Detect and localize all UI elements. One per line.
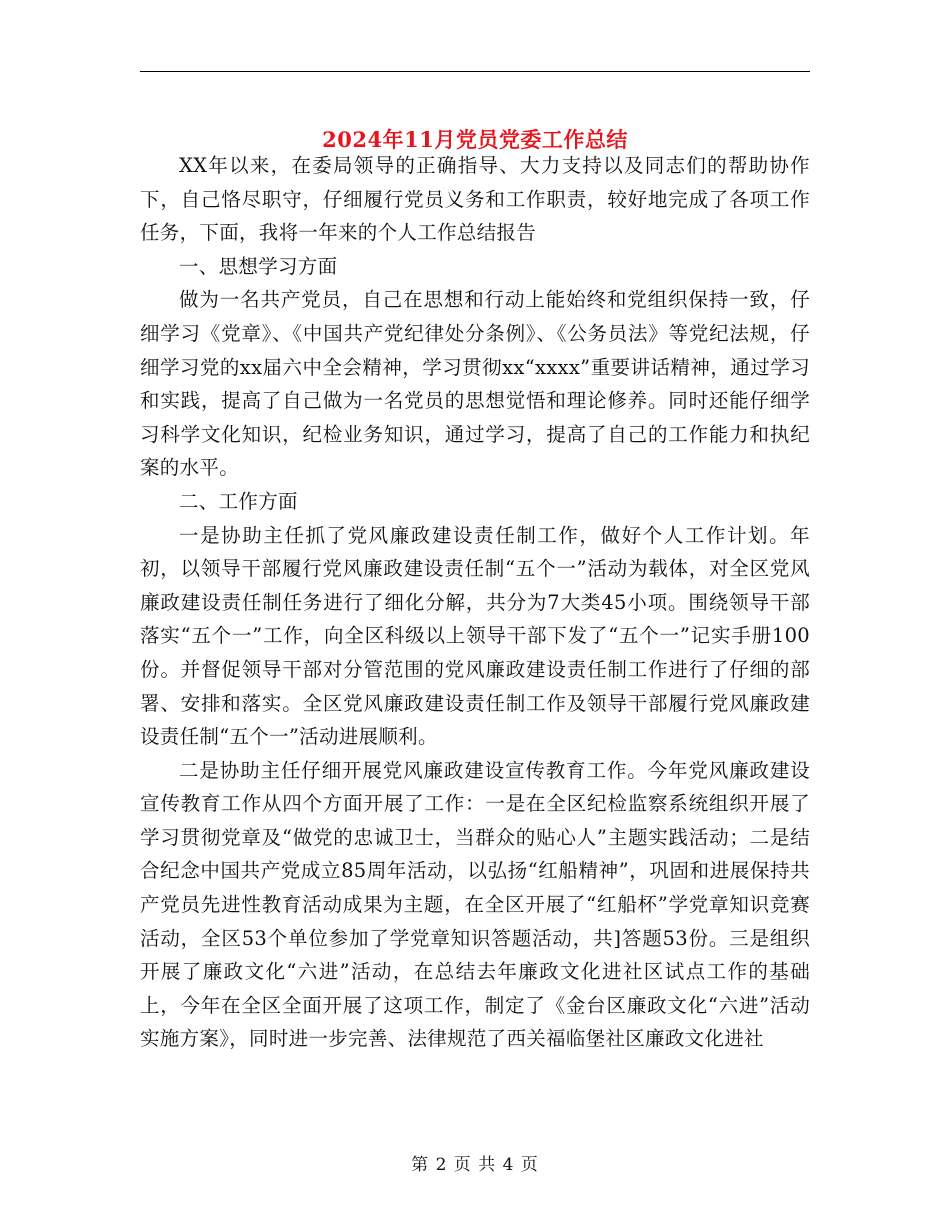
section-heading-work: 二、工作方面 <box>179 489 298 513</box>
work-paragraph-2: 二是协助主任仔细开展党风廉政建设宣传教育工作。今年党风廉政建设宣传教育工作从四个方面开展了工作：一是在全区纪检监察系统组织开展了学习贯彻党章及“做党的忠诚卫士，当群众的贴心人”主题实践活动；二是结合纪念中国共产党成立85周年活动，以弘扬“红船精神”，巩固和进展保持共产党员先进性教育活动成果为主题，在全区开展了“红船杯”学党章知识竞赛活动，全区53个单位参加了学党章知识答题活动，共]答题53份。三是组织开展了廉政文化“六进”活动，在总结去年廉政文化进社区试点工作的基础上，今年在全区全面开展了这项工作，制定了《金台区廉政文化“六进”活动实施方案》，同时进一步完善、法律规范了西关福临堡社区廉政文化进社 <box>140 758 810 1051</box>
study-paragraph: 做为一名共产党员，自己在思想和行动上能始终和党组织保持一致，仔细学习《党章》、《中国共产党纪律处分条例》、《公务员法》等党纪法规，仔细学习党的xx届六中全会精神，学习贯彻xx“xxxx”重要讲话精神，通过学习和实践，提高了自己做为一名党员的思想觉悟和理论修养。同时还能仔细学习科学文化知识，纪检业务知识，通过学习，提高了自己的工作能力和执纪案的水平。 <box>140 288 810 480</box>
document-title: 2024年11月党员党委工作总结 <box>322 127 628 153</box>
section-heading-study: 一、思想学习方面 <box>179 254 338 278</box>
header-rule <box>140 71 810 72</box>
work-paragraph-1: 一是协助主任抓了党风廉政建设责任制工作，做好个人工作计划。年初，以领导干部履行党风廉政建设责任制“五个一”活动为载体，对全区党风廉政建设责任制任务进行了细化分解，共分为7大类45小项。围绕领导干部落实“五个一”工作，向全区科级以上领导干部下发了“五个一”记实手册100份。并督促领导干部对分管范围的党风廉政建设责任制工作进行了仔细的部署、安排和落实。全区党风廉政建设责任制工作及领导干部履行党风廉政建设责任制“五个一”活动进展顺利。 <box>140 523 810 749</box>
intro-paragraph: XX年以来，在委局领导的正确指导、大力支持以及同志们的帮助协作下，自己恪尽职守，仔细履行党员义务和工作职责，较好地完成了各项工作任务，下面，我将一年来的个人工作总结报告 <box>140 154 810 245</box>
document-body <box>140 149 810 1056</box>
page-number: 第 2 页 共 4 页 <box>411 1155 539 1175</box>
